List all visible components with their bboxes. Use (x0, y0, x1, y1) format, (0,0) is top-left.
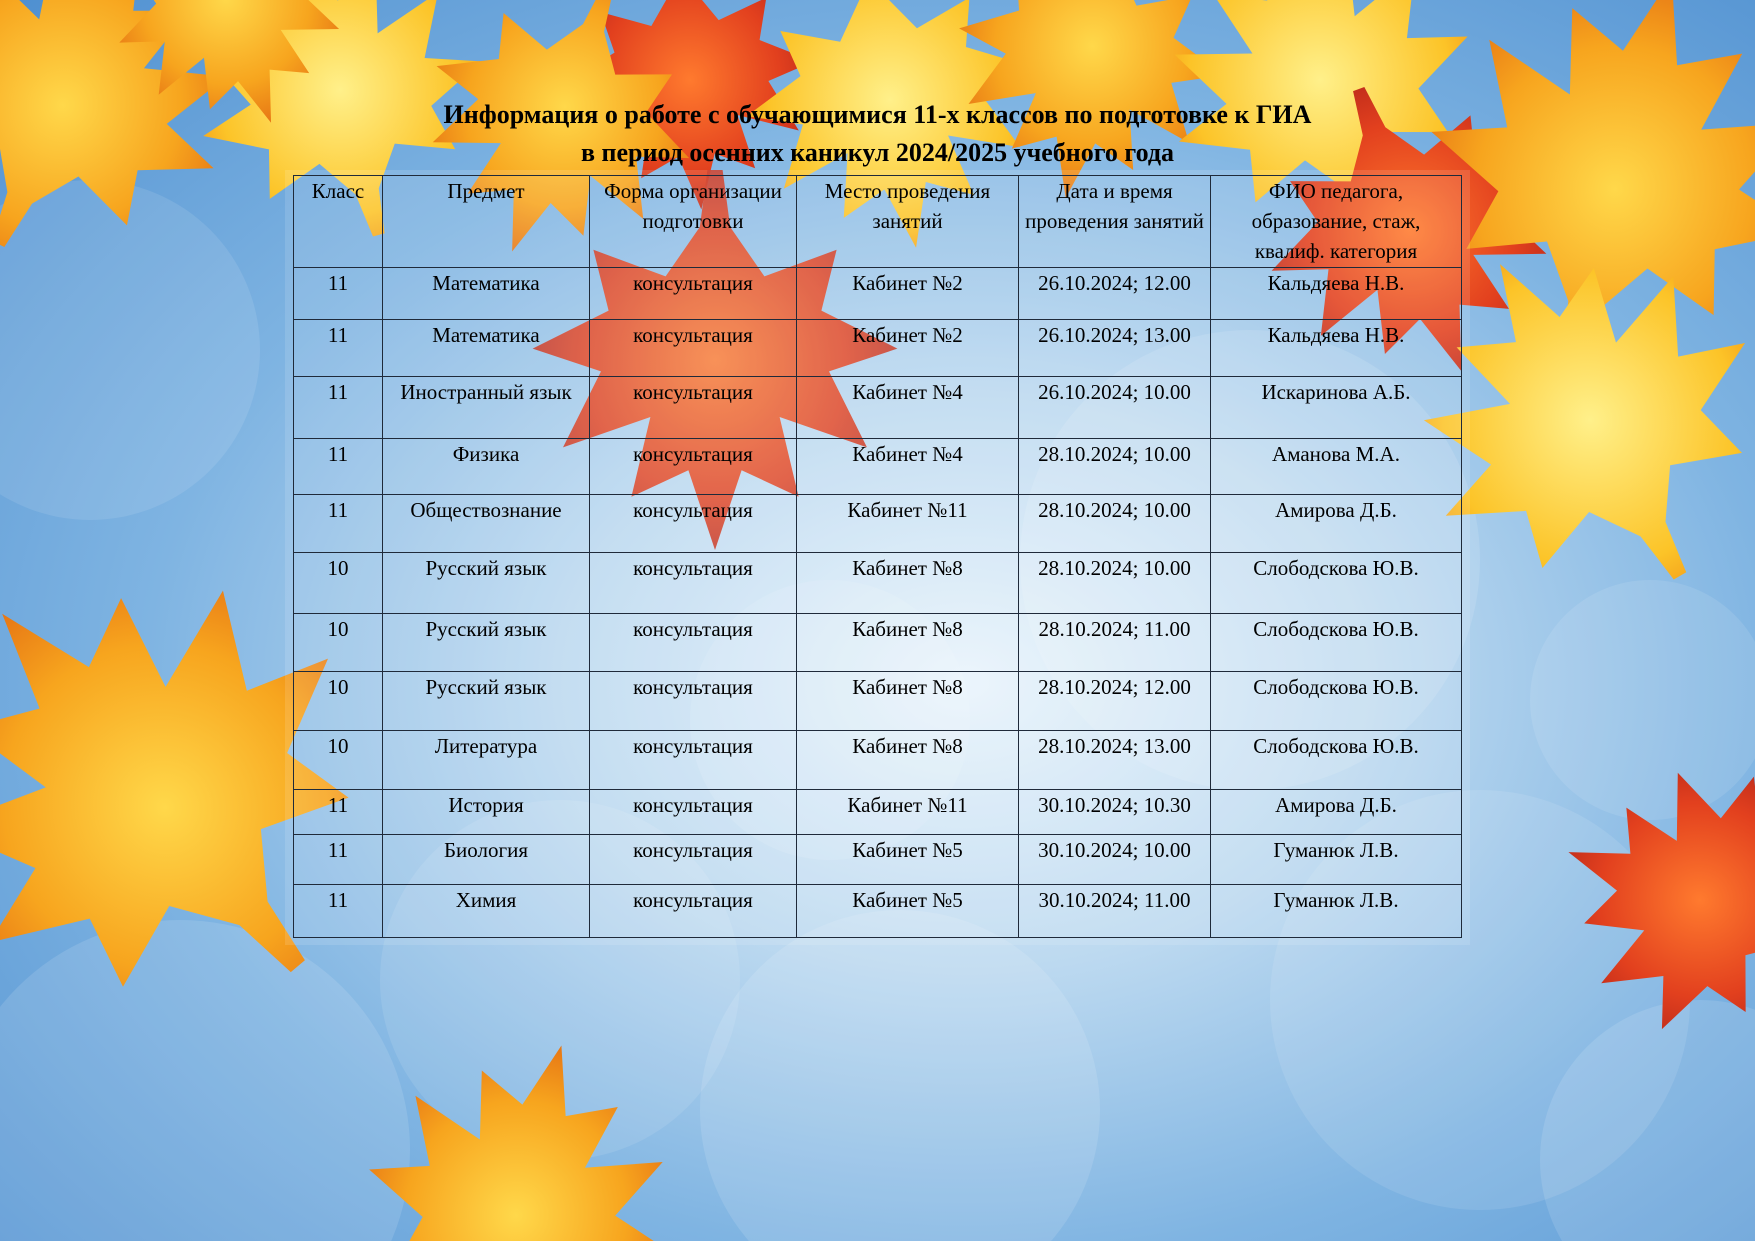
cell-format: консультация (590, 439, 797, 495)
cell-subject: Математика (383, 320, 590, 377)
cell-class: 11 (294, 268, 383, 320)
cell-location: Кабинет №5 (797, 885, 1019, 938)
cell-datetime: 30.10.2024; 10.30 (1019, 790, 1211, 835)
cell-location: Кабинет №5 (797, 835, 1019, 885)
cell-datetime: 28.10.2024; 13.00 (1019, 731, 1211, 790)
cell-subject: Обществознание (383, 495, 590, 553)
cell-location: Кабинет №4 (797, 377, 1019, 439)
table-row (294, 835, 1462, 885)
cell-format: консультация (590, 614, 797, 672)
cell-class: 10 (294, 553, 383, 614)
cell-location: Кабинет №2 (797, 320, 1019, 377)
cell-format: консультация (590, 835, 797, 885)
header-subject: Предмет (383, 176, 590, 268)
cell-format: консультация (590, 885, 797, 938)
cell-subject: История (383, 790, 590, 835)
cell-location: Кабинет №4 (797, 439, 1019, 495)
cell-location: Кабинет №2 (797, 268, 1019, 320)
cell-class: 11 (294, 495, 383, 553)
cell-datetime: 30.10.2024; 11.00 (1019, 885, 1211, 938)
cell-subject: Физика (383, 439, 590, 495)
schedule-table (293, 175, 1462, 938)
cell-subject: Русский язык (383, 553, 590, 614)
cell-datetime: 28.10.2024; 10.00 (1019, 439, 1211, 495)
cell-subject: Биология (383, 835, 590, 885)
cell-location: Кабинет №8 (797, 672, 1019, 731)
page-title-line-1: Информация о работе с обучающимися 11-х классов по подготовке к ГИА (443, 100, 1312, 129)
cell-datetime: 30.10.2024; 10.00 (1019, 835, 1211, 885)
cell-class: 11 (294, 835, 383, 885)
header-datetime: Дата и время проведения занятий (1019, 176, 1211, 268)
cell-class: 11 (294, 790, 383, 835)
cell-location: Кабинет №8 (797, 614, 1019, 672)
cell-subject: Иностранный язык (383, 377, 590, 439)
cell-format: консультация (590, 553, 797, 614)
cell-subject: Литература (383, 731, 590, 790)
table-row (294, 731, 1462, 790)
page-title-line-2: в период осенних каникул 2024/2025 учебного года (581, 138, 1174, 167)
header-class: Класс (294, 176, 383, 268)
table-row (294, 672, 1462, 731)
cell-teacher: Слободскова Ю.В. (1211, 553, 1462, 614)
cell-datetime: 28.10.2024; 10.00 (1019, 495, 1211, 553)
cell-class: 11 (294, 320, 383, 377)
table-row (294, 495, 1462, 553)
cell-location: Кабинет №11 (797, 495, 1019, 553)
cell-class: 10 (294, 614, 383, 672)
header-format: Форма организации подготовки (590, 176, 797, 268)
cell-class: 11 (294, 439, 383, 495)
cell-teacher: Амирова Д.Б. (1211, 495, 1462, 553)
cell-datetime: 26.10.2024; 12.00 (1019, 268, 1211, 320)
cell-format: консультация (590, 320, 797, 377)
cell-teacher: Амирова Д.Б. (1211, 790, 1462, 835)
cell-subject: Математика (383, 268, 590, 320)
table-row (294, 320, 1462, 377)
table-row (294, 614, 1462, 672)
cell-teacher: Кальдяева Н.В. (1211, 268, 1462, 320)
cell-format: консультация (590, 731, 797, 790)
cell-datetime: 26.10.2024; 10.00 (1019, 377, 1211, 439)
cell-teacher: Слободскова Ю.В. (1211, 731, 1462, 790)
cell-format: консультация (590, 268, 797, 320)
cell-subject: Русский язык (383, 672, 590, 731)
cell-class: 11 (294, 885, 383, 938)
cell-location: Кабинет №11 (797, 790, 1019, 835)
cell-teacher: Искаринова А.Б. (1211, 377, 1462, 439)
table-row (294, 268, 1462, 320)
cell-teacher: Аманова М.А. (1211, 439, 1462, 495)
cell-location: Кабинет №8 (797, 553, 1019, 614)
cell-format: консультация (590, 377, 797, 439)
table-row (294, 377, 1462, 439)
cell-datetime: 26.10.2024; 13.00 (1019, 320, 1211, 377)
header-location: Место проведения занятий (797, 176, 1019, 268)
cell-datetime: 28.10.2024; 12.00 (1019, 672, 1211, 731)
cell-teacher: Кальдяева Н.В. (1211, 320, 1462, 377)
cell-format: консультация (590, 672, 797, 731)
cell-class: 10 (294, 731, 383, 790)
cell-subject: Химия (383, 885, 590, 938)
table-row (294, 553, 1462, 614)
cell-teacher: Гуманюк Л.В. (1211, 835, 1462, 885)
cell-datetime: 28.10.2024; 10.00 (1019, 553, 1211, 614)
cell-teacher: Слободскова Ю.В. (1211, 672, 1462, 731)
cell-class: 10 (294, 672, 383, 731)
cell-teacher: Гуманюк Л.В. (1211, 885, 1462, 938)
cell-datetime: 28.10.2024; 11.00 (1019, 614, 1211, 672)
cell-teacher: Слободскова Ю.В. (1211, 614, 1462, 672)
header-teacher: ФИО педагога, образование, стаж, квалиф. категория (1211, 176, 1462, 268)
table-header-row (294, 176, 1462, 268)
cell-location: Кабинет №8 (797, 731, 1019, 790)
cell-format: консультация (590, 790, 797, 835)
table-row (294, 885, 1462, 938)
table-row (294, 790, 1462, 835)
cell-format: консультация (590, 495, 797, 553)
cell-class: 11 (294, 377, 383, 439)
cell-subject: Русский язык (383, 614, 590, 672)
table-row (294, 439, 1462, 495)
